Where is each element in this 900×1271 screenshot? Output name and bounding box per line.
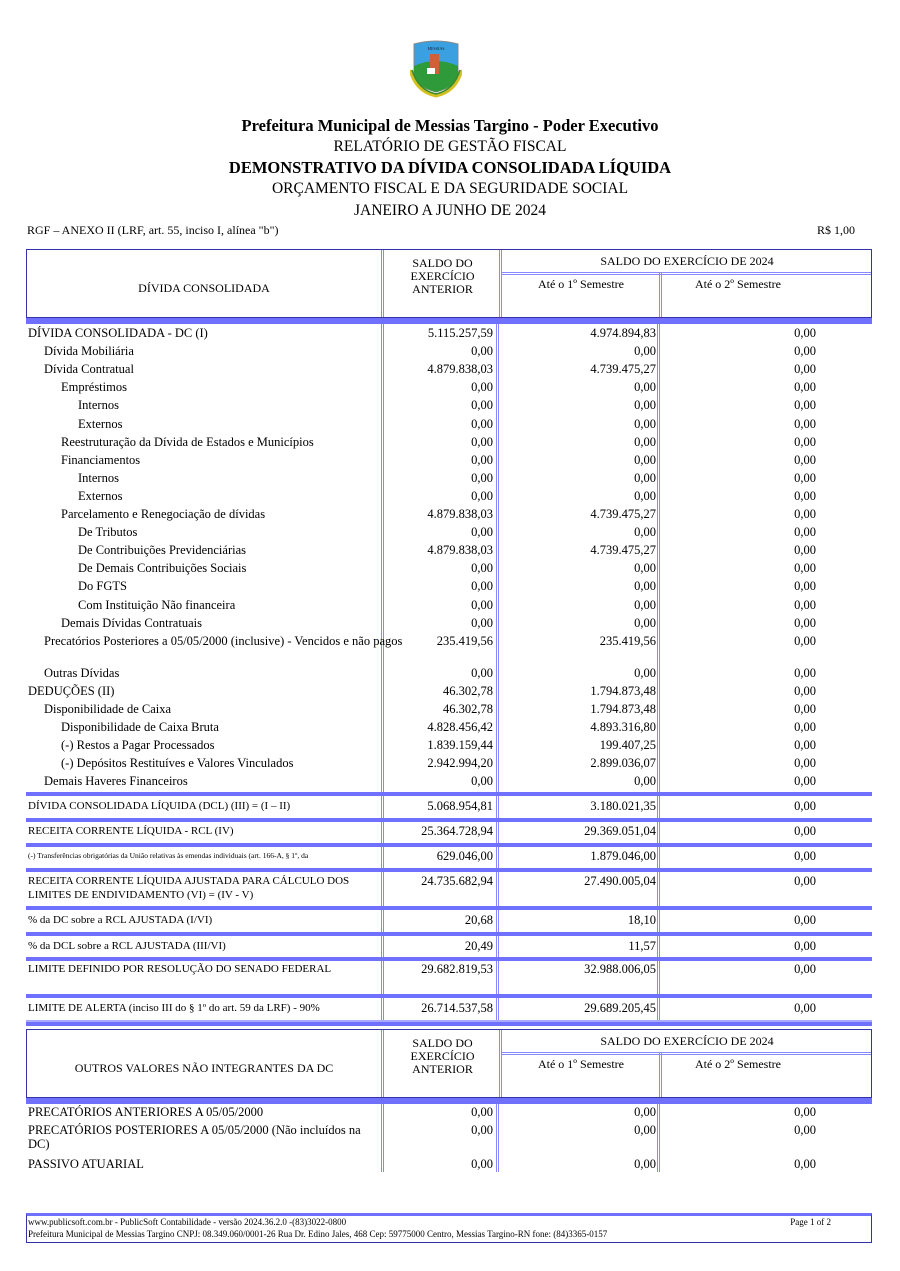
col-header-outros-valores: OUTROS VALORES NÃO INTEGRANTES DA DC bbox=[74, 1061, 334, 1075]
value-prev-year: 0,00 bbox=[471, 1123, 493, 1137]
value-prev-year: 0,00 bbox=[471, 525, 493, 540]
value-semester-2: 0,00 bbox=[794, 543, 816, 558]
value-prev-year: 0,00 bbox=[471, 470, 493, 485]
value-semester-1: 4.739.475,27 bbox=[590, 543, 656, 558]
col-header-saldo-anterior: SALDO DO EXERCÍCIO ANTERIOR bbox=[410, 1036, 475, 1076]
value-semester-1: 199.407,25 bbox=[599, 738, 656, 753]
value-semester-2: 0,00 bbox=[794, 434, 816, 449]
row-label: Disponibilidade de Caixa Bruta bbox=[61, 720, 219, 734]
row-label: Outras Dívidas bbox=[44, 665, 120, 680]
value-semester-1: 0,00 bbox=[634, 579, 656, 594]
col-header-semestre-2: Até o 2º Semestre bbox=[694, 1057, 782, 1071]
report-period: JANEIRO A JUNHO DE 2024 bbox=[353, 202, 547, 219]
currency-unit: R$ 1,00 bbox=[816, 223, 855, 237]
value-prev-year: 0,00 bbox=[471, 1157, 493, 1171]
value-semester-2: 0,00 bbox=[794, 939, 816, 953]
row-label: Dívida Mobiliária bbox=[44, 344, 134, 359]
value-prev-year: 0,00 bbox=[471, 561, 493, 576]
value-semester-2: 0,00 bbox=[794, 561, 816, 576]
value-prev-year: 29.682.819,53 bbox=[421, 962, 493, 976]
report-name: RELATÓRIO DE GESTÃO FISCAL bbox=[333, 138, 567, 155]
municipal-coat-of-arms-icon bbox=[410, 36, 462, 98]
value-semester-1: 0,00 bbox=[634, 665, 656, 680]
value-prev-year: 2.942.994,20 bbox=[427, 756, 493, 771]
value-prev-year: 46.302,78 bbox=[443, 683, 493, 698]
value-semester-2: 0,00 bbox=[794, 701, 816, 716]
other-values-table-header bbox=[26, 1029, 872, 1098]
value-semester-2: 0,00 bbox=[794, 615, 816, 630]
value-semester-1: 18,10 bbox=[627, 913, 656, 927]
value-prev-year: 235.419,56 bbox=[436, 633, 493, 648]
row-label: Financiamentos bbox=[61, 452, 141, 467]
row-label: RECEITA CORRENTE LÍQUIDA - RCL (IV) bbox=[28, 825, 234, 837]
value-semester-1: 0,00 bbox=[634, 1105, 656, 1119]
value-semester-2: 0,00 bbox=[794, 452, 816, 467]
value-semester-1: 0,00 bbox=[634, 380, 656, 395]
row-label: Demais Haveres Financeiros bbox=[44, 774, 188, 789]
value-semester-1: 0,00 bbox=[634, 416, 656, 431]
value-semester-2: 0,00 bbox=[794, 756, 816, 771]
value-prev-year: 0,00 bbox=[471, 1105, 493, 1119]
value-semester-2: 0,00 bbox=[794, 579, 816, 594]
row-label: % da DCL sobre a RCL AJUSTADA (III/VI) bbox=[28, 940, 226, 952]
row-label: Dívida Contratual bbox=[44, 362, 134, 377]
row-label: Empréstimos bbox=[61, 380, 127, 395]
value-prev-year: 1.839.159,44 bbox=[427, 738, 493, 753]
row-label: (-) Transferências obrigatórias da União relativas às emendas individuais (art. 166-A, § 1º, da bbox=[28, 851, 309, 860]
row-label: De Tributos bbox=[78, 525, 138, 540]
value-semester-1: 29.369.051,04 bbox=[584, 824, 656, 838]
value-semester-2: 0,00 bbox=[794, 507, 816, 521]
col-header-saldo-2024: SALDO DO EXERCÍCIO DE 2024 bbox=[600, 254, 774, 268]
value-semester-2: 0,00 bbox=[794, 913, 816, 927]
row-label: Do FGTS bbox=[78, 579, 127, 594]
document-title: DEMONSTRATIVO DA DÍVIDA CONSOLIDADA LÍQUIDA bbox=[228, 158, 672, 177]
value-prev-year: 4.828.456,42 bbox=[427, 720, 493, 734]
value-prev-year: 0,00 bbox=[471, 380, 493, 395]
value-semester-1: 0,00 bbox=[634, 488, 656, 503]
value-semester-2: 0,00 bbox=[794, 720, 816, 734]
annex-reference: RGF – ANEXO II (LRF, art. 55, inciso I, alínea "b") bbox=[27, 223, 279, 237]
row-label: Internos bbox=[78, 470, 119, 485]
row-label: Internos bbox=[78, 398, 119, 413]
value-semester-1: 4.974.894,83 bbox=[590, 326, 656, 340]
value-prev-year: 0,00 bbox=[471, 416, 493, 431]
value-prev-year: 5.068.954,81 bbox=[427, 799, 493, 813]
row-label: PASSIVO ATUARIAL bbox=[28, 1157, 144, 1171]
value-prev-year: 0,00 bbox=[471, 452, 493, 467]
value-semester-2: 0,00 bbox=[794, 633, 816, 648]
entity-title: Prefeitura Municipal de Messias Targino - Poder Executivo bbox=[241, 116, 659, 135]
value-prev-year: 4.879.838,03 bbox=[427, 543, 493, 558]
value-semester-1: 0,00 bbox=[634, 525, 656, 540]
value-semester-2: 0,00 bbox=[794, 683, 816, 698]
value-semester-1: 2.899.036,07 bbox=[590, 756, 656, 771]
value-prev-year: 0,00 bbox=[471, 597, 493, 612]
value-semester-1: 3.180.021,35 bbox=[590, 799, 656, 813]
value-semester-1: 1.794.873,48 bbox=[590, 683, 656, 698]
value-prev-year: 20,49 bbox=[464, 939, 493, 953]
value-semester-2: 0,00 bbox=[794, 344, 816, 359]
value-semester-1: 0,00 bbox=[634, 398, 656, 413]
value-semester-1: 0,00 bbox=[634, 561, 656, 576]
value-semester-2: 0,00 bbox=[794, 665, 816, 680]
value-semester-1: 0,00 bbox=[634, 470, 656, 485]
value-prev-year: 0,00 bbox=[471, 488, 493, 503]
row-label: (-) Depósitos Restituíves e Valores Vinculados bbox=[61, 756, 294, 771]
row-label: DÍVIDA CONSOLIDADA - DC (I) bbox=[28, 326, 208, 340]
row-label: Parcelamento e Renegociação de dívidas bbox=[61, 507, 266, 521]
value-semester-1: 235.419,56 bbox=[599, 633, 656, 648]
value-semester-1: 4.739.475,27 bbox=[590, 362, 656, 377]
value-semester-1: 11,57 bbox=[628, 939, 656, 953]
value-semester-2: 0,00 bbox=[794, 488, 816, 503]
row-label: Demais Dívidas Contratuais bbox=[61, 615, 202, 630]
value-semester-2: 0,00 bbox=[794, 849, 816, 863]
value-semester-2: 0,00 bbox=[794, 799, 816, 813]
value-prev-year: 0,00 bbox=[471, 665, 493, 680]
value-semester-1: 29.689.205,45 bbox=[584, 1001, 656, 1015]
value-semester-2: 0,00 bbox=[794, 470, 816, 485]
value-semester-2: 0,00 bbox=[794, 416, 816, 431]
debt-table-header bbox=[26, 249, 872, 318]
value-semester-2: 0,00 bbox=[794, 597, 816, 612]
row-label: DÍVIDA CONSOLIDADA LÍQUIDA (DCL) (III) = (I – II) bbox=[28, 800, 291, 812]
value-semester-1: 0,00 bbox=[634, 452, 656, 467]
row-label: % da DC sobre a RCL AJUSTADA (I/VI) bbox=[28, 914, 213, 926]
value-prev-year: 24.735.682,94 bbox=[421, 874, 493, 888]
row-label: Reestruturação da Dívida de Estados e Municípios bbox=[61, 434, 314, 449]
value-semester-1: 4.739.475,27 bbox=[590, 507, 656, 521]
row-label: (-) Restos a Pagar Processados bbox=[61, 738, 215, 753]
value-semester-2: 0,00 bbox=[794, 525, 816, 540]
value-semester-2: 0,00 bbox=[794, 874, 816, 888]
footer-entity-info: Prefeitura Municipal de Messias Targino CNPJ: 08.349.060/0001-26 Rua Dr. Edino Jales, 468 Cep: 59775000 Centro, Messias Targino-RN fone: (84)3365-0157 bbox=[28, 1229, 608, 1239]
value-prev-year: 26.714.537,58 bbox=[421, 1001, 493, 1015]
value-semester-2: 0,00 bbox=[794, 1123, 816, 1137]
row-label: Externos bbox=[78, 416, 123, 431]
value-semester-1: 0,00 bbox=[634, 434, 656, 449]
value-semester-1: 32.988.006,05 bbox=[584, 962, 656, 976]
footer-software-info: www.publicsoft.com.br - PublicSoft Contabilidade - versão 2024.36.2.0 -(83)3022-0800 bbox=[28, 1217, 347, 1227]
value-prev-year: 4.879.838,03 bbox=[427, 507, 493, 521]
value-prev-year: 0,00 bbox=[471, 615, 493, 630]
row-label: De Contribuições Previdenciárias bbox=[78, 543, 247, 558]
value-prev-year: 46.302,78 bbox=[443, 701, 493, 716]
value-semester-2: 0,00 bbox=[794, 1157, 816, 1171]
col-header-saldo-2024: SALDO DO EXERCÍCIO DE 2024 bbox=[600, 1034, 774, 1048]
value-prev-year: 0,00 bbox=[471, 398, 493, 413]
value-prev-year: 629.046,00 bbox=[436, 849, 493, 863]
value-semester-1: 1.879.046,00 bbox=[590, 849, 656, 863]
value-semester-2: 0,00 bbox=[794, 824, 816, 838]
value-semester-2: 0,00 bbox=[794, 962, 816, 976]
value-semester-1: 0,00 bbox=[634, 615, 656, 630]
page-footer bbox=[26, 1213, 872, 1243]
value-prev-year: 0,00 bbox=[471, 434, 493, 449]
row-label: PRECATÓRIOS ANTERIORES A 05/05/2000 bbox=[28, 1105, 264, 1119]
value-semester-1: 0,00 bbox=[634, 1123, 656, 1137]
col-header-saldo-anterior: SALDO DO EXERCÍCIO ANTERIOR bbox=[410, 256, 475, 296]
value-semester-1: 27.490.005,04 bbox=[584, 874, 656, 888]
row-label: DEDUÇÕES (II) bbox=[28, 683, 115, 698]
value-prev-year: 0,00 bbox=[471, 774, 493, 789]
budget-scope: ORÇAMENTO FISCAL E DA SEGURIDADE SOCIAL bbox=[271, 180, 629, 197]
row-label: Precatórios Posteriores a 05/05/2000 (inclusive) - Vencidos e não pagos bbox=[44, 633, 403, 648]
value-prev-year: 0,00 bbox=[471, 344, 493, 359]
value-prev-year: 5.115.257,59 bbox=[427, 326, 493, 340]
row-label: PRECATÓRIOS POSTERIORES A 05/05/2000 (Não incluídos na DC) bbox=[28, 1123, 361, 1151]
value-semester-2: 0,00 bbox=[794, 380, 816, 395]
col-header-semestre-2: Até o 2º Semestre bbox=[694, 277, 782, 291]
value-semester-2: 0,00 bbox=[794, 774, 816, 789]
row-label: LIMITE DE ALERTA (inciso III do § 1º do art. 59 da LRF) - 90% bbox=[28, 1002, 320, 1014]
row-label: De Demais Contribuições Sociais bbox=[78, 561, 247, 576]
row-label: Disponibilidade de Caixa bbox=[44, 701, 172, 716]
col-header-semestre-1: Até o 1º Semestre bbox=[537, 277, 625, 291]
col-header-semestre-1: Até o 1º Semestre bbox=[537, 1057, 625, 1071]
value-prev-year: 25.364.728,94 bbox=[421, 824, 493, 838]
value-prev-year: 4.879.838,03 bbox=[427, 362, 493, 377]
value-prev-year: 0,00 bbox=[471, 579, 493, 594]
value-semester-1: 0,00 bbox=[634, 1157, 656, 1171]
value-semester-1: 0,00 bbox=[634, 774, 656, 789]
value-semester-2: 0,00 bbox=[794, 1105, 816, 1119]
row-label: LIMITE DEFINIDO POR RESOLUÇÃO DO SENADO FEDERAL bbox=[28, 963, 332, 975]
value-semester-2: 0,00 bbox=[794, 362, 816, 377]
row-label: Externos bbox=[78, 488, 123, 503]
value-semester-1: 0,00 bbox=[634, 597, 656, 612]
value-semester-2: 0,00 bbox=[794, 326, 816, 340]
value-prev-year: 20,68 bbox=[464, 913, 493, 927]
svg-text:MESSIAS: MESSIAS bbox=[427, 46, 445, 51]
col-header-divida: DÍVIDA CONSOLIDADA bbox=[138, 281, 270, 295]
value-semester-2: 0,00 bbox=[794, 398, 816, 413]
value-semester-2: 0,00 bbox=[794, 738, 816, 753]
value-semester-1: 1.794.873,48 bbox=[590, 701, 656, 716]
value-semester-2: 0,00 bbox=[794, 1001, 816, 1015]
page-number: Page 1 of 2 bbox=[790, 1217, 831, 1227]
row-label: Com Instituição Não financeira bbox=[78, 597, 236, 612]
value-semester-1: 4.893.316,80 bbox=[590, 720, 656, 734]
row-label: RECEITA CORRENTE LÍQUIDA AJUSTADA PARA CÁLCULO DOS LIMITES DE ENDIVIDAMENTO (VI) = (IV - V) bbox=[28, 875, 350, 901]
value-semester-1: 0,00 bbox=[634, 344, 656, 359]
